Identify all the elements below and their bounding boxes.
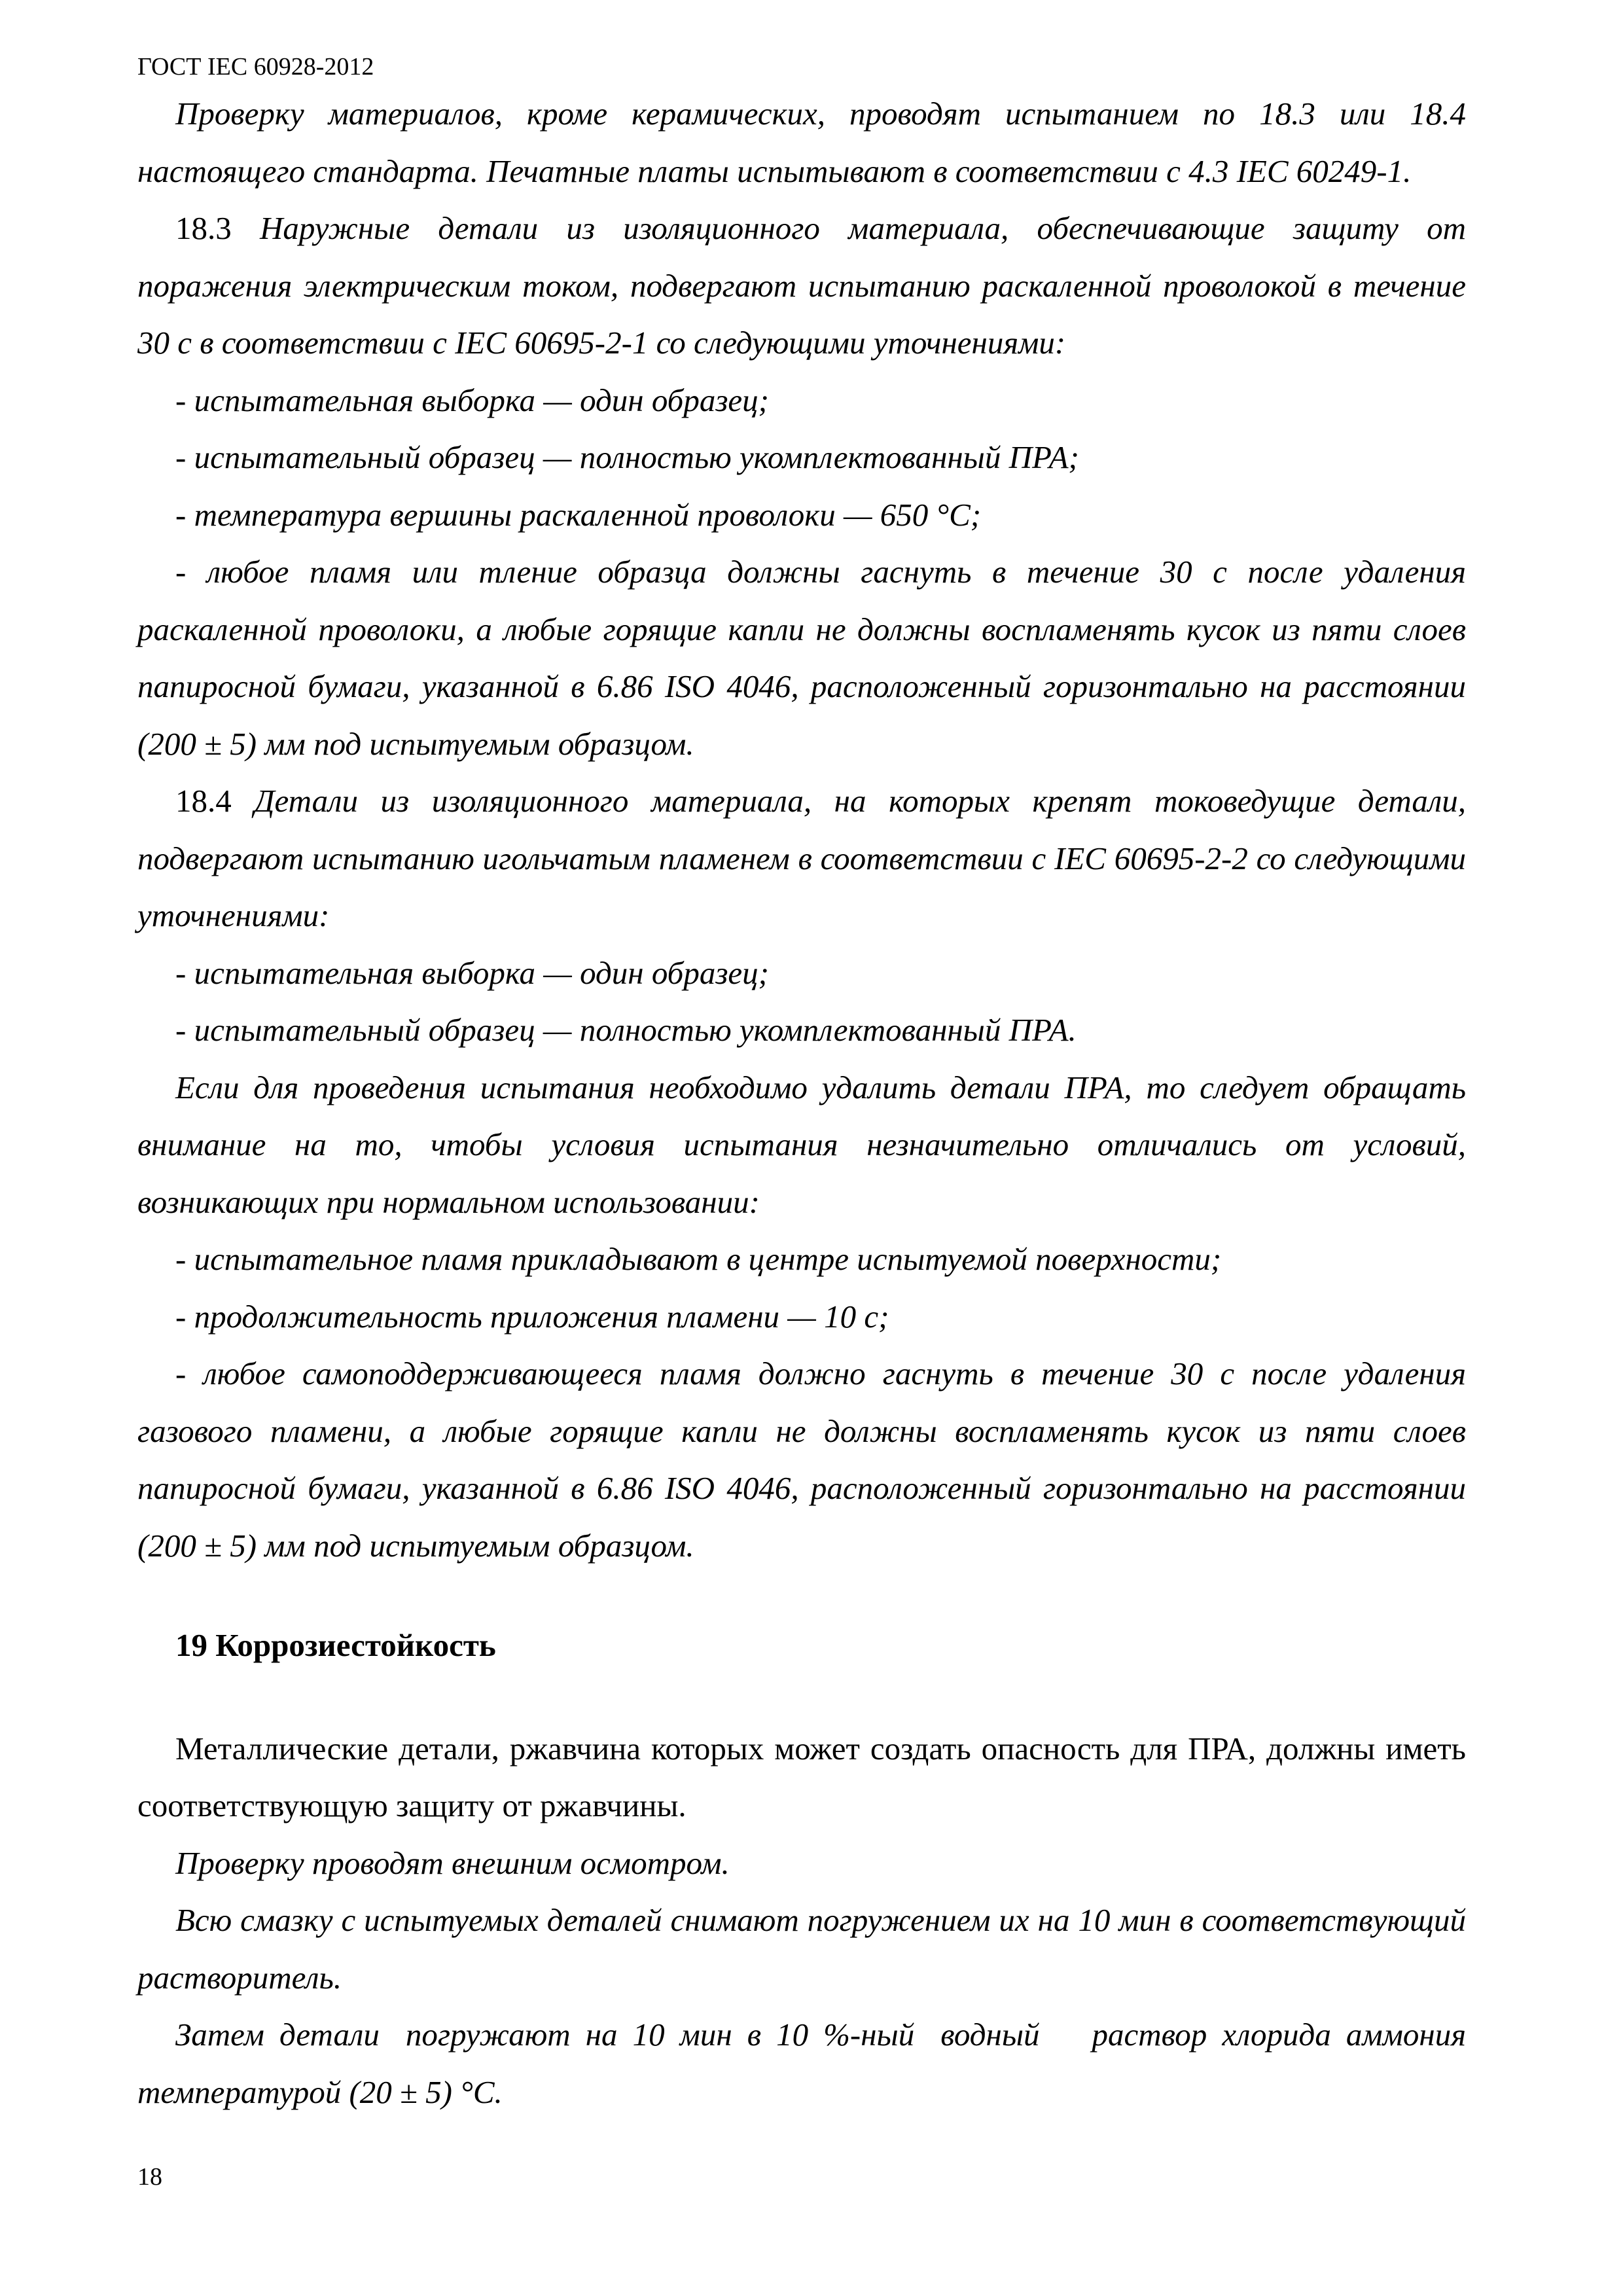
list-item: - температура вершины раскаленной проволоки — 650 °С; xyxy=(175,496,982,533)
paragraph-degrease: Всю смазку с испытуемых деталей снимают погружением их на 10 мин в соответствующий растворитель. xyxy=(137,1902,1466,1996)
paragraph-removal-note: Если для проведения испытания необходимо удалить детали ПРА, то следует обращать внимание на то, чтобы условия испытания незначительно отличались от условий, возникающих при нормальном использовании: xyxy=(137,1069,1466,1220)
paragraph-corrosion-body: Металлические детали, ржавчина которых может создать опасность для ПРА, должны иметь соответствующую защиту от ржавчины. xyxy=(137,1730,1466,1823)
clause-number: 18.3 xyxy=(175,210,232,246)
paragraph-immersion xyxy=(137,2006,1466,2121)
paragraph-visual-check: Проверку проводят внешним осмотром. xyxy=(175,1844,730,1881)
standard-header: ГОСТ IEC 60928-2012 xyxy=(137,53,374,81)
clause-text: Наружные детали из изоляционного материала, обеспечивающие защиту от поражения электрическим током, подвергают испытанию раскаленной проволокой в течение 30 с в соответствии с IEC 60695-2-1 со следующими уточнениями: xyxy=(137,210,1466,361)
immersion-text-part: Затем детали xyxy=(175,2017,380,2053)
page-number: 18 xyxy=(137,2163,162,2191)
immersion-text-part: погружают на 10 мин в 10 %-ный xyxy=(405,2017,915,2053)
list-item: - продолжительность приложения пламени — 10 с; xyxy=(175,1298,889,1335)
list-item: - любое самоподдерживающееся пламя должно гаснуть в течение 30 с после удаления газового пламени, а любые горящие капли не должны воспламенять кусок из пяти слоев папиросной бумаги, указанной в 6.86 ISO 4046, расположенный горизонтально на расстоянии (200 ± 5) мм под испытуемым образцом. xyxy=(137,1355,1466,1564)
list-item: - испытательный образец — полностью укомплектованный ПРА. xyxy=(175,1012,1077,1048)
clause-18-3 xyxy=(137,200,1466,372)
list-item: - испытательная выборка — один образец; xyxy=(175,954,770,991)
list-item: - любое пламя или тление образца должны гаснуть в течение 30 с после удаления раскаленной проволоки, а любые горящие капли не должны воспламенять кусок из пяти слоев папиросной бумаги, указанной в 6.86 ISO 4046, расположенный горизонтально на расстоянии (200 ± 5) мм под испытуемым образцом. xyxy=(137,554,1466,762)
list-item: - испытательный образец — полностью укомплектованный ПРА; xyxy=(175,439,1079,475)
list-item: - испытательная выборка — один образец; xyxy=(175,382,770,418)
immersion-text-part: раствор хлорида аммония температурой (20 ± 5) °С. xyxy=(137,2017,1466,2110)
immersion-text-part: водный xyxy=(940,2017,1040,2053)
section-heading: 19 Коррозиестойкость xyxy=(175,1627,496,1663)
clause-18-4 xyxy=(137,772,1466,944)
clause-number: 18.4 xyxy=(175,783,232,819)
list-item: - испытательное пламя прикладывают в центре испытуемой поверхности; xyxy=(175,1241,1222,1277)
clause-text: Детали из изоляционного материала, на которых крепят токоведущие детали, подвергают испытанию игольчатым пламенем в соответствии с IEC 60695-2-2 со следующими уточнениями: xyxy=(137,783,1467,933)
page-content xyxy=(137,85,1466,2121)
paragraph-materials-check: Проверку материалов, кроме керамических, проводят испытанием по 18.3 или 18.4 настоящего стандарта. Печатные платы испытывают в соответствии с 4.3 IEC 60249-1. xyxy=(137,96,1466,189)
